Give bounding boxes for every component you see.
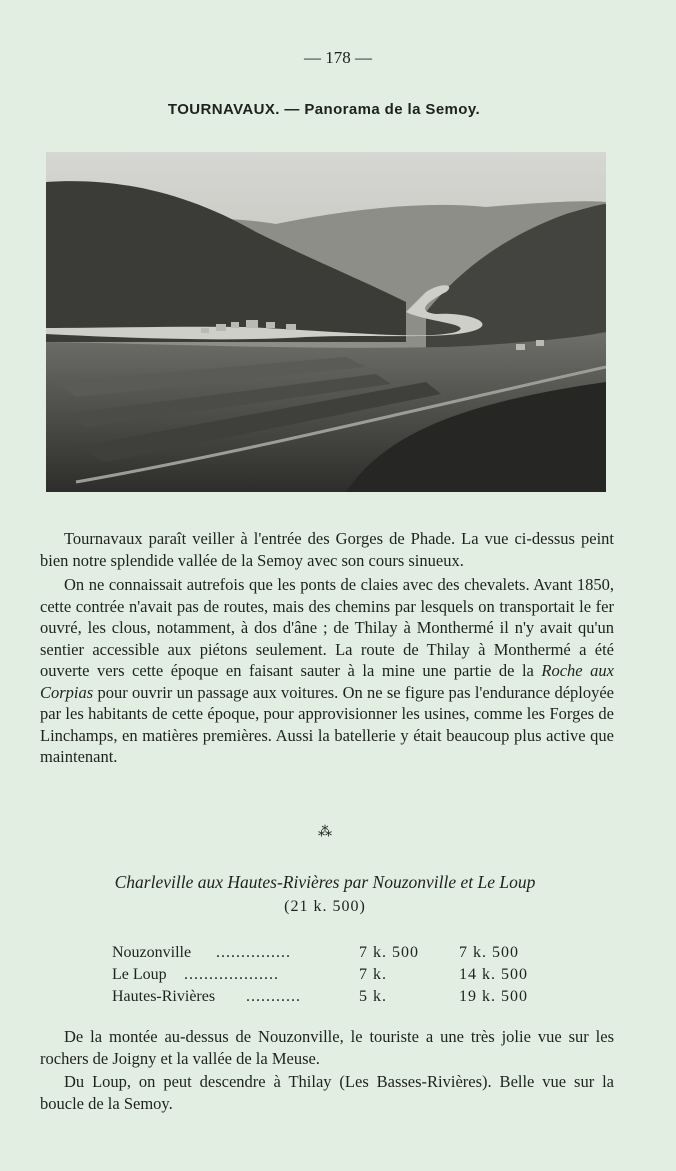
stage-cumulative-distance: 19 k. 500 <box>459 988 528 1005</box>
body-text <box>40 528 614 768</box>
page-title <box>0 101 648 118</box>
stage-row <box>112 988 542 1010</box>
asterism-divider: ⁂ <box>318 825 332 840</box>
page-number: — 178 — <box>304 48 372 67</box>
closing-text <box>40 1026 614 1114</box>
leader-dots: ................... <box>184 966 279 983</box>
stage-place: Le Loup <box>112 966 167 983</box>
leader-dots: ........... <box>246 988 301 1005</box>
stage-cumulative-distance: 7 k. 500 <box>459 944 519 961</box>
stage-cumulative-distance: 14 k. 500 <box>459 966 528 983</box>
landscape-photo <box>46 152 606 492</box>
title-place: TOURNAVAUX. <box>167 101 280 118</box>
history-text-end: pour ouvrir un passage aux voitures. On ne se figure pas l'endurance déployée par les habitants de cette époque, pour approvisionner les usines, comme les Forges de Linchamps, en matières premières. Aussi la batellerie y était beaucoup plus active que maintenant. <box>40 682 614 766</box>
route-stages-table <box>112 944 542 1010</box>
route-title: Charleville aux Hautes-Rivières par Nouzonville et Le Loup <box>114 872 536 892</box>
stage-row <box>112 966 542 988</box>
landscape-photo-icon <box>46 152 606 492</box>
place-name-roche: Roche aux Corpias <box>40 661 614 702</box>
stage-partial-distance: 7 k. <box>359 966 387 983</box>
route-distance: (21 k. 500) <box>284 898 366 915</box>
stage-place: Hautes-Rivières <box>112 988 216 1005</box>
paragraph-loup: Du Loup, on peut descendre à Thilay (Les Basses-Rivières). Belle vue sur la boucle de la Semoy. <box>40 1072 614 1113</box>
paragraph-intro: Tournavaux paraît veiller à l'entrée des Gorges de Phade. La vue ci-dessus peint bien notre splendide vallée de la Semoy avec son cours sinueux. <box>40 529 614 570</box>
stage-row <box>112 944 542 966</box>
paragraph-nouzonville: De la montée au-dessus de Nouzonville, le touriste a une très jolie vue sur les rochers de Joigny et la vallée de la Meuse. <box>40 1027 614 1068</box>
title-subject: — Panorama de la Semoy. <box>279 101 481 118</box>
leader-dots: ............... <box>216 944 291 961</box>
stage-place: Nouzonville <box>112 944 192 961</box>
stage-partial-distance: 5 k. <box>359 988 387 1005</box>
history-text-start: On ne connaissait autrefois que les ponts de claies avec des chevalets. Avant 1850, cette contrée n'avait pas de routes, mais des chemins par lesquels on transportait le fer ouvré, les clous, notamment, à dos d'âne ; de Thilay à Monthermé il n'y avait qu'un sentier accessible aux piétons seulement. La route de Thilay à Monthermé a été ouverte vers cette époque en faisant sauter à la mine une partie de la <box>40 575 614 680</box>
stage-partial-distance: 7 k. 500 <box>359 944 419 961</box>
paragraph-history <box>40 574 614 768</box>
